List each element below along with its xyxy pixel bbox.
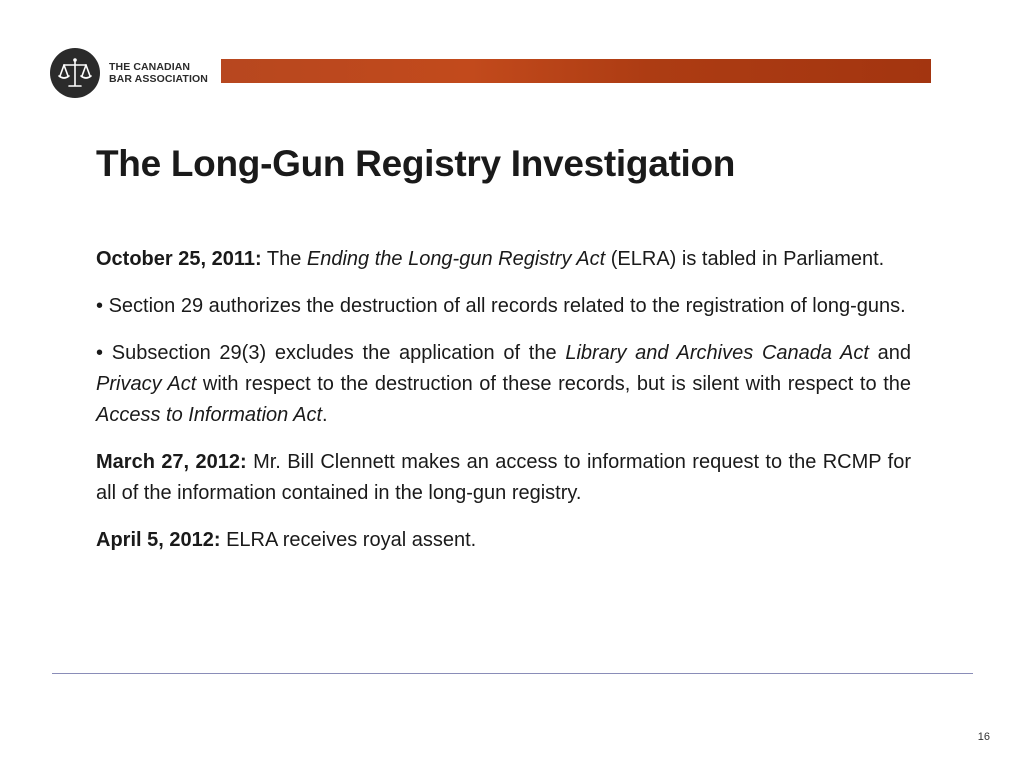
- logo-line-1: THE CANADIAN: [109, 61, 191, 73]
- footer-divider: [52, 673, 973, 674]
- cba-logo: [50, 48, 208, 98]
- bullet-section-29: [96, 291, 911, 322]
- act-title: Privacy Act: [96, 373, 197, 395]
- slide-title: The Long-Gun Registry Investigation: [96, 143, 736, 184]
- paragraph-text: with respect to the destruction of these records, but is silent with respect to the: [196, 373, 911, 395]
- paragraph-text: The: [261, 248, 307, 270]
- header-accent-bar: [221, 59, 931, 83]
- act-title: Library and Archives Canada Act: [565, 342, 869, 364]
- logo-line-2: BAR ASSOCIATION: [109, 73, 208, 85]
- paragraph-text: and: [868, 342, 912, 364]
- bullet-icon: •: [96, 342, 104, 364]
- bullet-subsection-29-3: [96, 338, 911, 431]
- paragraph-oct-2011: [96, 244, 911, 275]
- paragraph-text: (ELRA) is tabled in Parliament.: [605, 248, 885, 270]
- date-label: October 25, 2011:: [96, 248, 262, 270]
- paragraph-text: Section 29 authorizes the destruction of all records related to the registration of long-guns.: [108, 295, 906, 317]
- date-label: March 27, 2012:: [96, 451, 247, 473]
- bullet-icon: •: [96, 295, 104, 317]
- paragraph-text: .: [322, 404, 328, 426]
- paragraph-mar-2012: [96, 447, 911, 509]
- paragraph-text: Subsection 29(3) excludes the application of the: [111, 342, 566, 364]
- paragraph-text: ELRA receives royal assent.: [220, 529, 477, 551]
- slide-body: [96, 244, 911, 572]
- act-title: Access to Information Act: [96, 404, 323, 426]
- date-label: April 5, 2012:: [96, 529, 221, 551]
- act-title: Ending the Long-gun Registry Act: [306, 248, 606, 270]
- page-number: 16: [977, 731, 990, 743]
- paragraph-text: Mr. Bill Clennett makes an access to information request to the RCMP for all of the information contained in the long-gun registry.: [96, 451, 911, 504]
- logo-text: [109, 61, 208, 85]
- paragraph-apr-2012: [96, 525, 911, 556]
- scales-of-justice-icon: [50, 48, 100, 98]
